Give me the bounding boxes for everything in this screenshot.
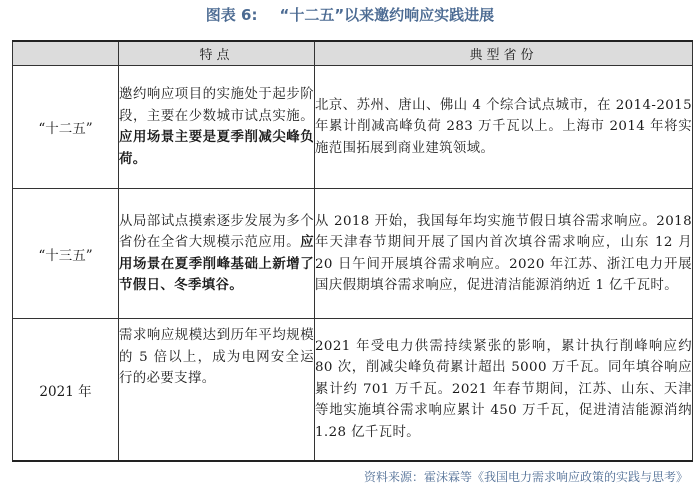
table-row bbox=[13, 66, 693, 189]
provinces-cell: 北京、苏州、唐山、佛山 4 个综合试点城市，在 2014-2015 年累计削减高峰负荷 283 万千瓦以上。上海市 2014 年将实施范围拓展到商业建筑领域。 bbox=[315, 66, 693, 189]
header-feature: 特点 bbox=[119, 41, 315, 66]
provinces-cell: 2021 年受电力供需持续紧张的影响，累计执行削峰响应约 80 次，削减尖峰负荷累计超出 5000 万千瓦。同年填谷响应累计约 701 万千瓦。2021 年春节期间，江苏、山东、天津等地实施填谷需求响应累计 450 万千瓦，促进清洁能源消纳 1.28 亿千瓦时。 bbox=[315, 319, 693, 461]
source-note: 资料来源：霍沫霖等《我国电力需求响应政策的实践与思考》 bbox=[363, 470, 688, 484]
period-cell: “十三五” bbox=[13, 189, 119, 319]
table-row bbox=[13, 189, 693, 319]
figure-title: “十二五”以来邀约响应实践进展 bbox=[279, 6, 495, 24]
feature-text: 需求响应规模达到历年平均规模的 5 倍以上，成为电网安全运行的必要支撑。 bbox=[119, 328, 314, 387]
provinces-cell: 从 2018 开始，我国每年均实施节假日填谷需求响应。2018 年天津春节期间开展了国内首次填谷需求响应，山东 12 月 20 日午间开展填谷需求响应。2020 年江苏、浙江电力开展国庆假期填谷需求响应，促进清洁能源消纳近 1 亿千瓦时。 bbox=[315, 189, 693, 319]
period-cell: 2021 年 bbox=[13, 319, 119, 461]
table-row bbox=[13, 319, 693, 461]
figure-number: 图表 6: bbox=[205, 6, 258, 24]
feature-text: 邀约响应项目的实施处于起步阶段，主要在少数城市试点实施。 bbox=[119, 87, 314, 124]
feature-cell bbox=[119, 189, 315, 319]
feature-text: 从局部试点摸索逐步发展为多个省份在全省大规模示范应用。 bbox=[119, 213, 314, 251]
header-period bbox=[13, 41, 119, 66]
practice-progress-table bbox=[12, 40, 693, 462]
feature-highlight: 应用场景主要是夏季削减尖峰负荷。 bbox=[119, 129, 314, 167]
feature-cell bbox=[119, 66, 315, 189]
figure-caption bbox=[0, 0, 700, 34]
header-provinces: 典型省份 bbox=[315, 41, 693, 66]
table-header-row bbox=[13, 41, 693, 66]
feature-cell bbox=[119, 319, 315, 461]
feature-highlight: 应用场景在夏季削峰基础上新增了节假日、冬季填谷。 bbox=[119, 234, 314, 294]
period-cell: “十二五” bbox=[13, 66, 119, 189]
